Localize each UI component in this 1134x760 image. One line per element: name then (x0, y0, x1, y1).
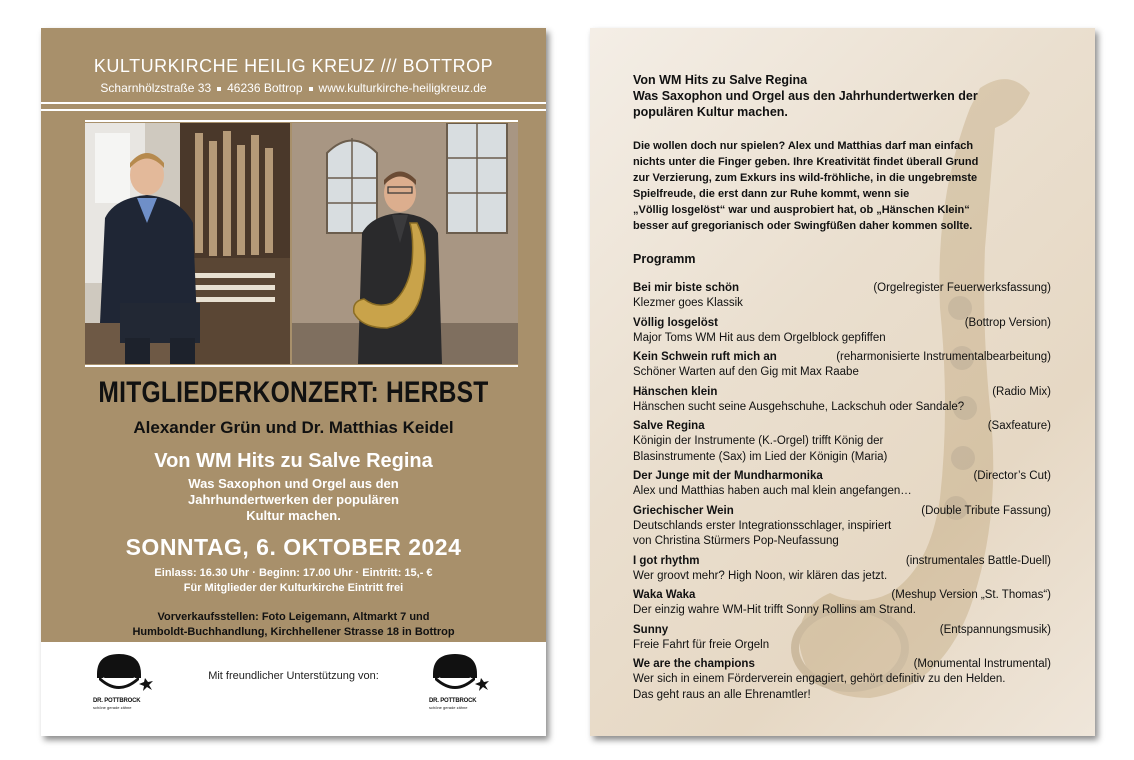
program-entry-description: Der einzig wahre WM-Hit trifft Sonny Rollins am Strand. (633, 604, 916, 616)
program-entry-title: Salve Regina (633, 420, 705, 432)
program-entry-title: Griechischer Wein (633, 504, 734, 517)
program-heading: Programm (633, 252, 696, 266)
logo-slogan: schöne gerade zähne (93, 705, 132, 710)
flyer-front-page (41, 28, 546, 736)
sponsor-logo (93, 652, 163, 712)
tagline-line: Kultur machen. (246, 508, 341, 523)
program-entry-title: Der Junge mit der Mundharmonika (633, 470, 823, 482)
program-entry-version: (Director’s Cut) (973, 470, 1051, 482)
intro-title-line: Von WM Hits zu Salve Regina (633, 73, 808, 87)
address-website: www.kulturkirche-heiligkreuz.de (318, 81, 487, 95)
separator-dot-icon (309, 87, 313, 91)
program-entry-header (633, 418, 1051, 434)
flyer-back-page (590, 28, 1095, 736)
intro-line: zur Verzierung, zum Exkurs ins wild-fröhliche, in die ungebremste (633, 172, 978, 184)
program-entry (633, 622, 1051, 654)
tagline-line: Was Saxophon und Orgel aus den (188, 476, 399, 491)
intro-title (633, 72, 1051, 120)
tooth-smile-logo-icon (429, 652, 491, 698)
program-entry-description: Hänschen sucht seine Ausgehschuhe, Lackschuh oder Sandale? (633, 400, 965, 413)
program-entry-header (633, 349, 1051, 365)
members-note: Für Mitglieder der Kulturkirche Eintritt frei (183, 582, 404, 594)
intro-title-line: Was Saxophon und Orgel aus den Jahrhundertwerken der (633, 89, 978, 103)
tagline-line: Jahrhundertwerken der populären (188, 492, 399, 507)
program-entry (633, 656, 1051, 703)
program-entry-header (633, 622, 1051, 638)
program-entry-description: Wer groovt mehr? High Noon, wir klären das jetzt. (633, 569, 888, 582)
presale-line: Vorverkaufsstellen: Foto Leigemann, Altmarkt 7 und (157, 611, 430, 623)
divider-line (41, 109, 546, 111)
program-entry-title: Kein Schwein ruft mich an (633, 351, 777, 363)
program-entry-title: Waka Waka (633, 589, 696, 601)
intro-line: besser auf gregorianisch oder Swingfüßen daher kommen sollte. (633, 220, 973, 232)
program-entry-version: (Saxfeature) (987, 420, 1051, 432)
program-entry (633, 315, 1051, 347)
program-entry-version: (Bottrop Version) (964, 316, 1051, 329)
sponsor-logo (429, 652, 499, 712)
program-entry-header (633, 280, 1051, 296)
program-entry-version: (reharmonisierte Instrumentalbearbeitung) (836, 351, 1051, 363)
program-entry-description: Deutschlands erster Integrationsschlager, inspiriert (633, 519, 892, 532)
program-entry-title: Völlig losgelöst (633, 316, 718, 329)
program-entry-header (633, 384, 1051, 400)
program-entry (633, 468, 1051, 500)
program-entry-header (633, 656, 1051, 672)
program-entry-description: Königin der Instrumente (K.-Orgel) trifft König der (633, 435, 884, 447)
program-entry-version: (Meshup Version „St. Thomas“) (891, 589, 1051, 601)
program-entry-header (633, 553, 1051, 569)
program-entry-version: (Orgelregister Feuerwerksfassung) (873, 282, 1051, 294)
intro-line: Die wollen doch nur spielen? Alex und Matthias darf man einfach (633, 140, 974, 152)
photo-bottom-border (85, 365, 518, 367)
program-entry-version: (Double Tribute Fassung) (921, 504, 1051, 517)
program-entry-header (633, 587, 1051, 603)
divider-line (41, 102, 546, 104)
sponsor-band (41, 642, 546, 736)
photo-top-border (85, 120, 518, 122)
intro-line: Spielfreude, die erst dann zur Ruhe kommt, wenn sie (633, 188, 910, 200)
program-entry-version: (Monumental Instrumental) (913, 658, 1051, 670)
concert-title: MITGLIEDERKONZERT: HERBST (98, 376, 489, 409)
address-street: Scharnhölzstraße 33 (100, 81, 212, 95)
intro-line: „Völlig losgelöst“ war und ausprobiert hat, ob „Hänschen Klein“ (633, 204, 970, 216)
intro-paragraph (633, 138, 1051, 234)
program-entry-title: Bei mir biste schön (633, 282, 740, 294)
performers: Alexander Grün und Dr. Matthias Keidel (133, 418, 454, 437)
program-entry-title: We are the champions (633, 658, 755, 670)
presale-info (41, 610, 546, 640)
program-entry (633, 384, 1051, 416)
venue-address (41, 81, 546, 95)
admission-times: Einlass: 16.30 Uhr · Beginn: 17.00 Uhr · Eintritt: 15,- € (154, 567, 433, 579)
photo-organist (85, 123, 290, 364)
program-entry-header (633, 468, 1051, 484)
intro-line: nichts unter die Finger geben. Ihre Kreativität findet überall Grund (633, 156, 979, 168)
back-content (633, 72, 1051, 706)
program-entry-description: Blasinstrumente (Sax) im Lied der Königin (Maria) (633, 450, 888, 463)
concert-date: SONNTAG, 6. OKTOBER 2024 (125, 534, 462, 560)
program-entry-title: Hänschen klein (633, 385, 718, 398)
program-entry (633, 280, 1051, 312)
admission-info (41, 566, 546, 596)
logo-slogan: schöne gerade zähne (429, 705, 468, 710)
program-entry-version: (Entspannungsmusik) (939, 623, 1051, 636)
program-entry (633, 553, 1051, 585)
separator-dot-icon (217, 87, 221, 91)
program-entry-title: Sunny (633, 623, 669, 636)
presale-line: Humboldt-Buchhandlung, Kirchhellener Strasse 18 in Bottrop (132, 626, 455, 638)
logo-name: DR. POTTBROCK (429, 698, 477, 704)
concert-subtitle: Von WM Hits zu Salve Regina (154, 450, 433, 472)
concert-tagline (131, 476, 456, 524)
program-entry-description: Klezmer goes Klassik (633, 297, 743, 309)
program-entry-description: Wer sich in einem Förderverein engagiert, gehört definitiv zu den Helden. (633, 673, 1006, 685)
program-entry-description: Freie Fahrt für freie Orgeln (633, 638, 770, 651)
program-entry (633, 349, 1051, 381)
program-entry (633, 503, 1051, 550)
program-entry-title: I got rhythm (633, 554, 700, 567)
program-entry-header (633, 503, 1051, 519)
program-entry-description: Alex und Matthias haben auch mal klein angefangen… (633, 485, 912, 497)
logo-name: DR. POTTBROCK (93, 698, 141, 704)
program-entry-header (633, 315, 1051, 331)
venue-title: KULTURKIRCHE HEILIG KREUZ /// BOTTROP (93, 56, 494, 76)
program-list (633, 280, 1051, 703)
saxophonist-illustration-icon (292, 123, 518, 364)
program-entry-version: (instrumentales Battle-Duell) (905, 554, 1051, 567)
address-city: 46236 Bottrop (227, 81, 303, 95)
program-entry-description: Major Toms WM Hit aus dem Orgelblock gepfiffen (633, 331, 886, 344)
intro-title-line: populären Kultur machen. (633, 105, 788, 119)
program-entry-description: von Christina Stürmers Pop-Neufassung (633, 535, 839, 547)
organist-illustration-icon (85, 123, 290, 364)
program-entry-version: (Radio Mix) (992, 385, 1051, 398)
program-entry-description: Schöner Warten auf den Gig mit Max Raabe (633, 366, 859, 378)
photo-saxophonist (292, 123, 518, 364)
program-entry (633, 587, 1051, 619)
program-entry (633, 418, 1051, 465)
sponsor-text: Mit freundlicher Unterstützung von: (208, 670, 379, 682)
program-entry-description: Das geht raus an alle Ehrenamtler! (633, 688, 811, 701)
